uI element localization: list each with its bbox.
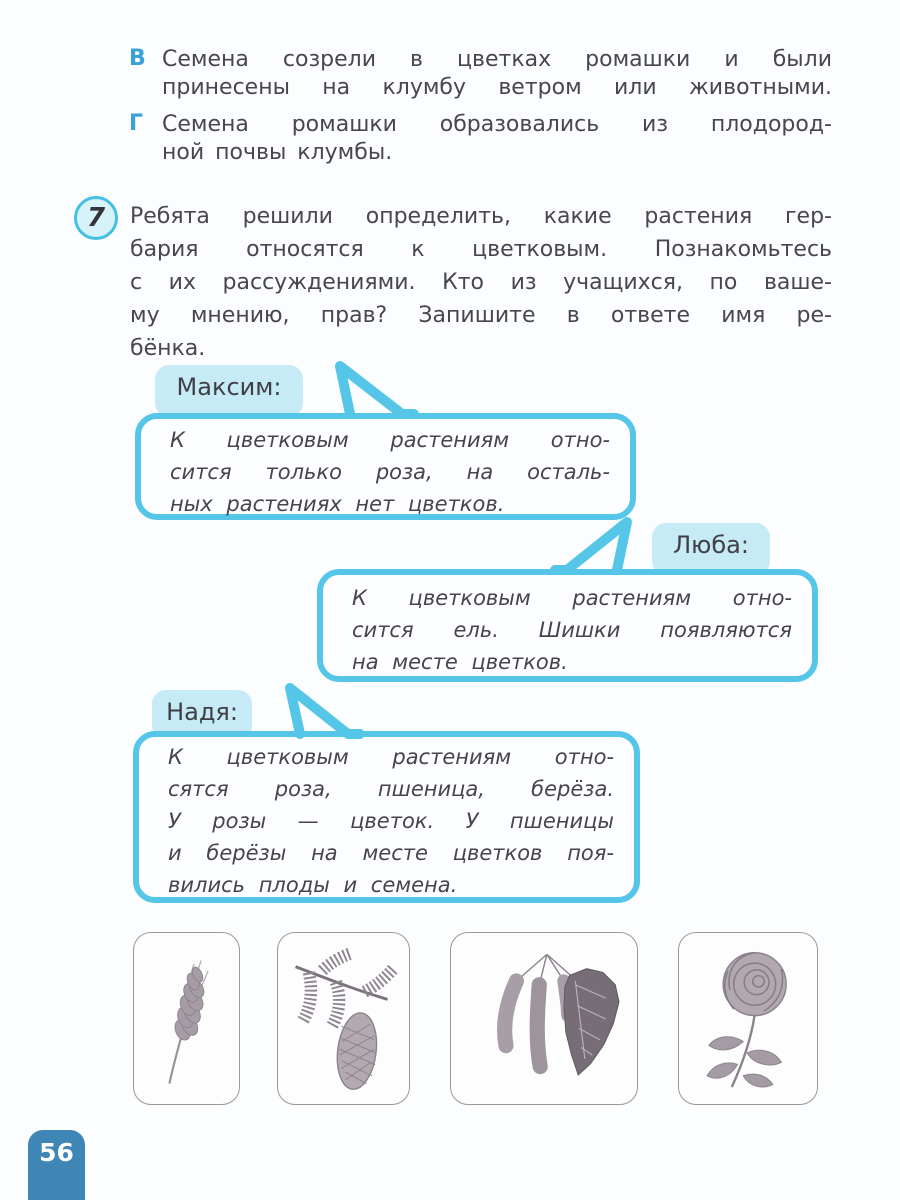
speaker-name-tag-maksim: Максим: <box>155 365 303 417</box>
bubble-line: сятся роза, пшеница, берёза. <box>168 777 614 801</box>
option-letter-g: Г <box>129 111 144 136</box>
page-number: 56 <box>39 1138 74 1167</box>
herbarium-card-rose <box>678 932 818 1105</box>
option-v-line-1: Семена созрели в цветках ромашки и были <box>162 47 832 72</box>
speech-text-lyuba <box>352 582 792 678</box>
herbarium-card-birch <box>450 932 638 1105</box>
task-number: 7 <box>86 203 106 233</box>
option-g-line-2: ной почвы клумбы. <box>162 140 393 165</box>
herbarium-card-wheat <box>133 932 240 1105</box>
herbarium-card-spruce <box>277 932 410 1105</box>
option-v-line-2: принесены на клумбу ветром или животными. <box>162 75 832 100</box>
speech-tail-icon <box>300 356 440 420</box>
page-number-tab <box>28 1130 85 1200</box>
speech-text-maksim <box>170 424 610 520</box>
speaker-name-tag-nadya: Надя: <box>152 690 252 740</box>
bubble-line: ных растениях нет цветков. <box>170 492 505 516</box>
bubble-line: К цветковым растениям отно- <box>170 428 610 452</box>
option-letter-v: В <box>129 46 146 71</box>
speaker-name-tag-lyuba: Люба: <box>652 523 770 575</box>
speech-tail-icon <box>545 512 675 576</box>
task-line-3: с их рассуждениями. Кто из учащихся, по ваше- <box>130 270 832 295</box>
bubble-line: У розы — цветок. У пшеницы <box>168 809 614 833</box>
task-line-1: Ребята решили определить, какие растения гер- <box>130 204 832 229</box>
speech-tail-icon <box>252 678 382 740</box>
spruce-branch-with-cone-image <box>286 941 401 1096</box>
rose-image <box>686 941 810 1096</box>
bubble-line: сится только роза, на осталь- <box>170 460 610 484</box>
bubble-line: на месте цветков. <box>352 650 568 674</box>
bubble-line: К цветковым растениям отно- <box>168 745 614 769</box>
birch-catkins-with-leaf-image <box>458 943 630 1095</box>
option-g-line-1: Семена ромашки образовались из плодород- <box>162 112 832 137</box>
wheat-ear-image <box>143 941 231 1096</box>
bubble-line: К цветковым растениям отно- <box>352 586 792 610</box>
bubble-line: и берёзы на месте цветков поя- <box>168 841 614 865</box>
speech-text-nadya <box>168 741 614 901</box>
bubble-line: сится ель. Шишки появляются <box>352 618 792 642</box>
task-line-5: бёнка. <box>130 336 206 361</box>
task-line-4: му мнению, прав? Запишите в ответе имя ре- <box>130 303 832 328</box>
task-line-2: бария относятся к цветковым. Познакомьтесь <box>130 237 832 262</box>
task-number-badge <box>74 196 118 240</box>
bubble-line: вились плоды и семена. <box>168 873 458 897</box>
